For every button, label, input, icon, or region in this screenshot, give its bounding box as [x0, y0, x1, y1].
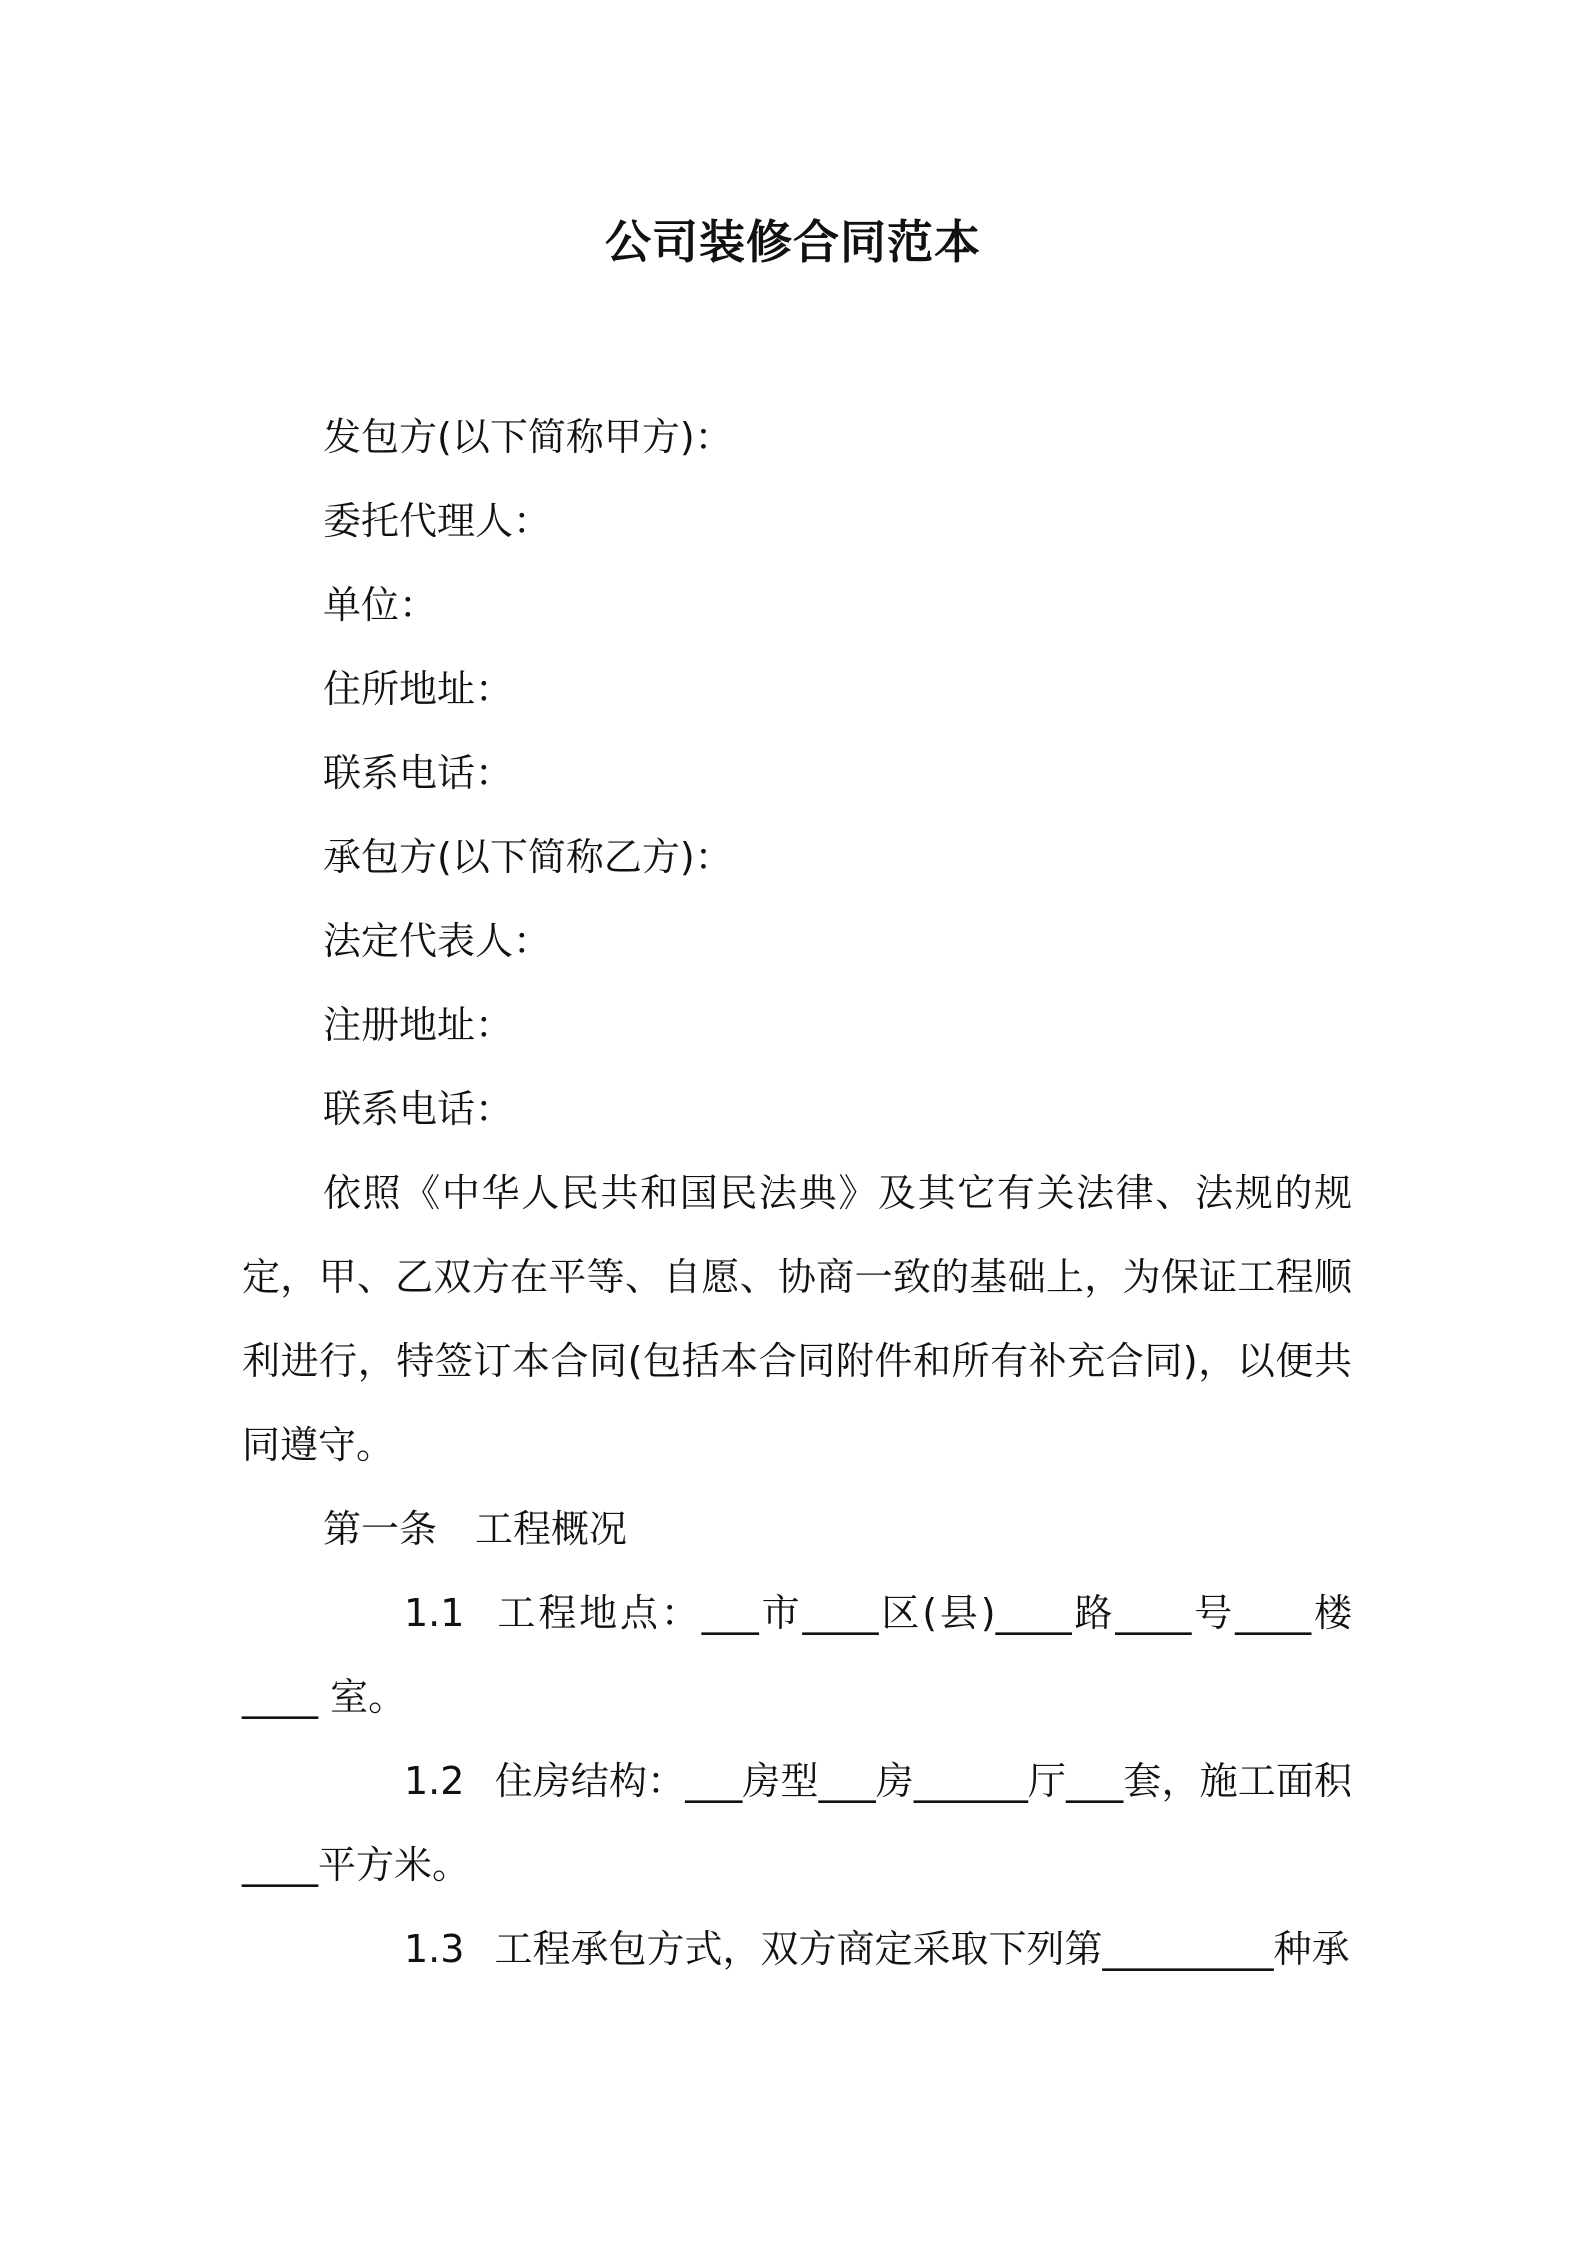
field-agent: 委托代理人：: [323, 499, 552, 543]
field-unit: 单位：: [323, 583, 438, 627]
clause-number: 1.1: [404, 1591, 465, 1635]
clause-text: 住房结构：___房型___房______厅___套，施工面积____平方米。: [242, 1759, 1352, 1887]
clause-number: 1.3: [404, 1927, 465, 1971]
field-party-a: 发包方(以下简称甲方)：: [323, 415, 733, 459]
field-registered-address: 注册地址：: [323, 1003, 514, 1047]
clause-number: 1.2: [404, 1759, 465, 1803]
field-address-a: 住所地址：: [323, 667, 514, 711]
preamble-paragraph: 依照《中华人民共和国民法典》及其它有关法律、法规的规定，甲、乙双方在平等、自愿、协商一致的基础上，为保证工程顺利进行，特签订本合同(包括本合同附件和所有补充合同)，以便共同遵守。: [242, 1171, 1352, 1467]
clause-1-1: [242, 1571, 1352, 1739]
field-phone-a: 联系电话：: [323, 751, 514, 795]
clause-text: 工程承包方式，双方商定采取下列第_________种承: [494, 1927, 1350, 1971]
clause-1-3: [242, 1907, 1352, 1991]
field-phone-b: 联系电话：: [323, 1087, 514, 1131]
field-party-b: 承包方(以下简称乙方)：: [323, 835, 733, 879]
field-legal-rep: 法定代表人：: [323, 919, 552, 963]
article-1-heading: 第一条 工程概况: [323, 1507, 628, 1551]
document-title: 公司装修合同范本: [605, 215, 981, 269]
clause-1-2: [242, 1739, 1352, 1907]
clause-text: 工程地点：___市____区(县)____路____号____楼____ 室。: [242, 1591, 1352, 1719]
